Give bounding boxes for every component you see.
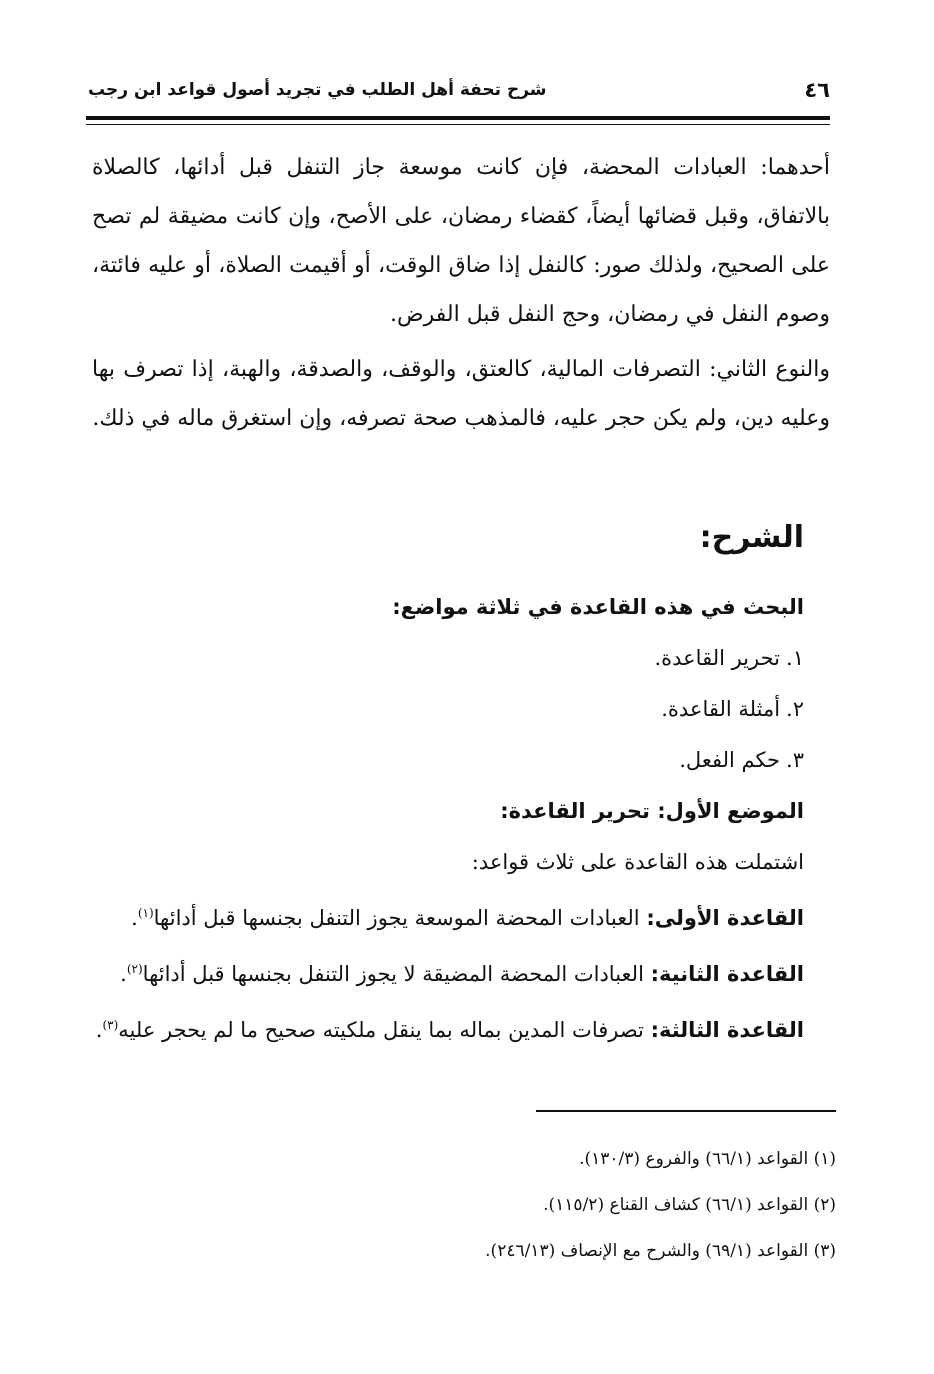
matn-text bbox=[92, 143, 830, 449]
research-intro: البحث في هذه القاعدة في ثلاثة مواضع: bbox=[392, 595, 804, 619]
sharh-section bbox=[95, 582, 804, 1056]
footnote: (١) القواعد (٦٦/١) والفروع (١٣٠/٣). bbox=[579, 1149, 836, 1169]
rule-label: القاعدة الأولى: bbox=[646, 906, 804, 930]
list-number: ١. bbox=[786, 646, 804, 670]
first-place-heading: الموضع الأول: تحرير القاعدة: bbox=[500, 799, 804, 823]
paragraph-first-type: أحدهما: العبادات المحضة، فإن كانت موسعة جاز التنفل قبل أدائها، كالصلاة بالاتفاق، وقبل قضائها أيضاً، كقضاء رمضان، على الأصح، وإن كانت مضيقة لم تصح على الصحيح، ولذلك صور: كالنفل إذا ضاق الوقت، أو أقيمت الصلاة، أو عليه فائتة، وصوم النفل في رمضان، وحج النفل قبل الفرض. bbox=[92, 155, 830, 327]
rule-label: القاعدة الثالثة: bbox=[650, 1018, 804, 1042]
rule-text: العبادات المحضة المضيقة لا يجوز التنفل بجنسها قبل أدائها bbox=[142, 962, 644, 986]
footnote-ref[interactable]: (١) bbox=[137, 906, 154, 920]
header-rule-thick bbox=[86, 116, 830, 120]
footnote-ref[interactable]: (٢) bbox=[126, 962, 143, 976]
footnote-ref[interactable]: (٣) bbox=[102, 1018, 119, 1032]
contains-statement: اشتملت هذه القاعدة على ثلاث قواعد: bbox=[471, 850, 804, 874]
rule-line bbox=[104, 944, 804, 1000]
rule-label: القاعدة الثانية: bbox=[650, 962, 804, 986]
footnote-separator bbox=[536, 1110, 836, 1112]
header-rule-thin bbox=[86, 124, 830, 125]
rule-line bbox=[104, 888, 804, 944]
list-text: تحرير القاعدة. bbox=[654, 646, 781, 670]
list-number: ٣. bbox=[786, 748, 804, 772]
list-number: ٢. bbox=[786, 697, 804, 721]
list-item bbox=[104, 684, 804, 735]
rule-text: العبادات المحضة الموسعة يجوز التنفل بجنسها قبل أدائها bbox=[153, 906, 640, 930]
footnote: (٣) القواعد (٦٩/١) والشرح مع الإنصاف (٢٤٦/١٣). bbox=[485, 1241, 836, 1261]
list-text: أمثلة القاعدة. bbox=[661, 697, 781, 721]
paragraph-second-type: والنوع الثاني: التصرفات المالية، كالعتق، والوقف، والصدقة، والهبة، إذا تصرف بها وعليه دين، ولم يكن حجر عليه، فالمذهب صحة تصرفه، وإن استغرق ماله في ذلك. bbox=[92, 357, 830, 431]
list-item bbox=[104, 735, 804, 786]
list-text: حكم الفعل. bbox=[679, 748, 781, 772]
rule-end: . bbox=[131, 906, 138, 930]
running-header bbox=[88, 78, 830, 112]
rule-text: تصرفات المدين بماله بما ينقل ملكيته صحيح ما لم يحجر عليه bbox=[118, 1018, 644, 1042]
rule-end: . bbox=[120, 962, 127, 986]
footnotes bbox=[116, 1136, 836, 1274]
footnote: (٢) القواعد (٦٦/١) كشاف القناع (١١٥/٢). bbox=[543, 1195, 836, 1215]
rule-end: . bbox=[95, 1018, 103, 1042]
sharh-heading: الشرح: bbox=[699, 520, 804, 555]
list-item bbox=[104, 633, 804, 684]
rule-line bbox=[95, 1000, 804, 1056]
book-title: شرح تحفة أهل الطلب في تجريد أصول قواعد ابن رجب bbox=[88, 80, 547, 100]
page-number: ٤٦ bbox=[804, 78, 830, 102]
